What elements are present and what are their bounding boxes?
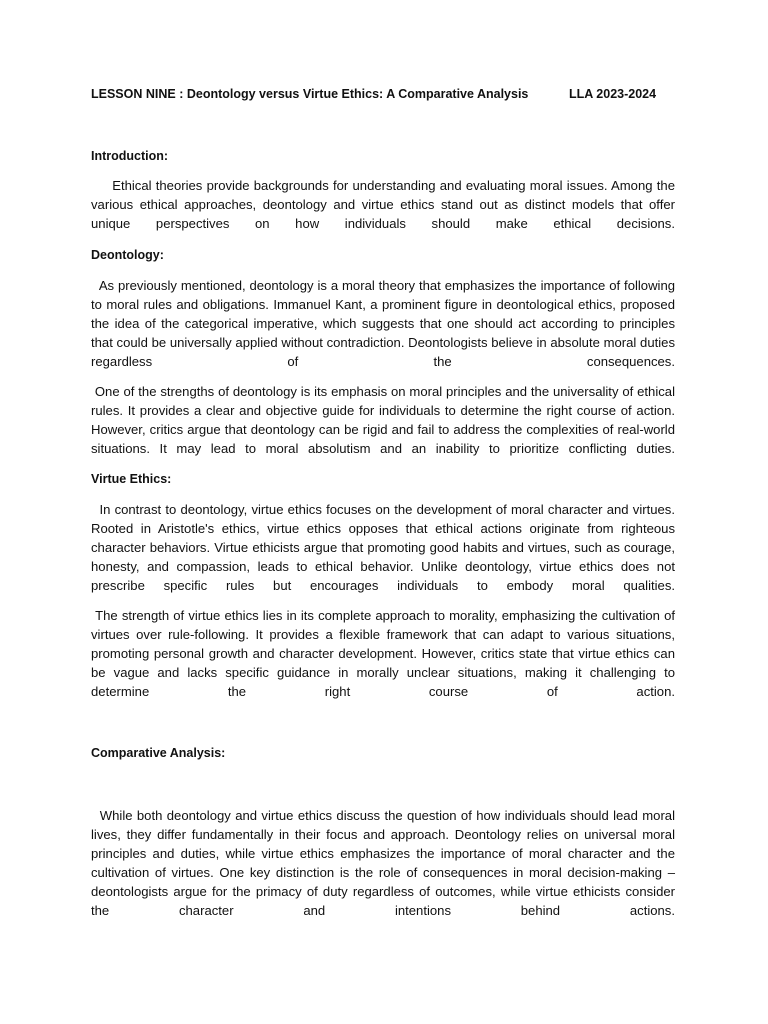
document-header: [91, 87, 675, 101]
deontology-paragraph-1: As previously mentioned, deontology is a moral theory that emphasizes the importance of following to moral rules and obligations. Immanuel Kant, a prominent figure in deontological ethics, proposed the idea of the categorical imperative, which suggests that one should act according to principles that could be universally applied without contradiction. Deontologists believe in absolute moral duties regardless of the consequences.: [91, 278, 679, 369]
comparative-analysis-paragraph: While both deontology and virtue ethics discuss the question of how individuals should lead moral lives, they differ fundamentally in their focus and approach. Deontology relies on universal moral principles and duties, while virtue ethics emphasizes the importance of moral character and the cultivation of virtues. One key distinction is the role of consequences in moral decision-making – deontologists argue for the primacy of duty regardless of outcomes, while virtue ethicists consider the character and intentions behind actions.: [91, 808, 679, 918]
deontology-heading: Deontology:: [91, 248, 164, 262]
course-label: LLA 2023-2024: [569, 87, 657, 101]
lesson-title: LESSON NINE : Deontology versus Virtue Ethics: A Comparative Analysis: [91, 87, 529, 101]
introduction-paragraph: Ethical theories provide backgrounds for understanding and evaluating moral issues. Among the various ethical approaches, deontology and virtue ethics stand out as distinct models that offer unique perspectives on how individuals should make ethical decisions.: [91, 178, 679, 231]
comparative-analysis-heading: Comparative Analysis:: [91, 746, 226, 760]
virtue-ethics-heading: Virtue Ethics:: [91, 472, 172, 486]
virtue-ethics-paragraph-1: In contrast to deontology, virtue ethics focuses on the development of moral character and virtues. Rooted in Aristotle's ethics, virtue ethics opposes that ethical actions originate from righteous character behaviors. Virtue ethicists argue that promoting good habits and virtues, such as courage, honesty, and compassion, leads to ethical behavior. Unlike deontology, virtue ethics does not prescribe specific rules but encourages individuals to embody moral qualities.: [91, 502, 679, 593]
virtue-ethics-paragraph-2: The strength of virtue ethics lies in its complete approach to morality, emphasizing the cultivation of virtues over rule-following. It provides a flexible framework that can adapt to various situations, promoting personal growth and character development. However, critics state that virtue ethics can be vague and lacks specific guidance in morally unclear situations, making it challenging to determine the right course of action.: [91, 608, 679, 699]
deontology-paragraph-2: One of the strengths of deontology is its emphasis on moral principles and the universality of ethical rules. It provides a clear and objective guide for individuals to determine the right course of action. However, critics argue that deontology can be rigid and fail to address the complexities of real-world situations. It may lead to moral absolutism and an inability to prioritize conflicting duties.: [91, 384, 679, 456]
introduction-heading: Introduction:: [91, 149, 169, 163]
